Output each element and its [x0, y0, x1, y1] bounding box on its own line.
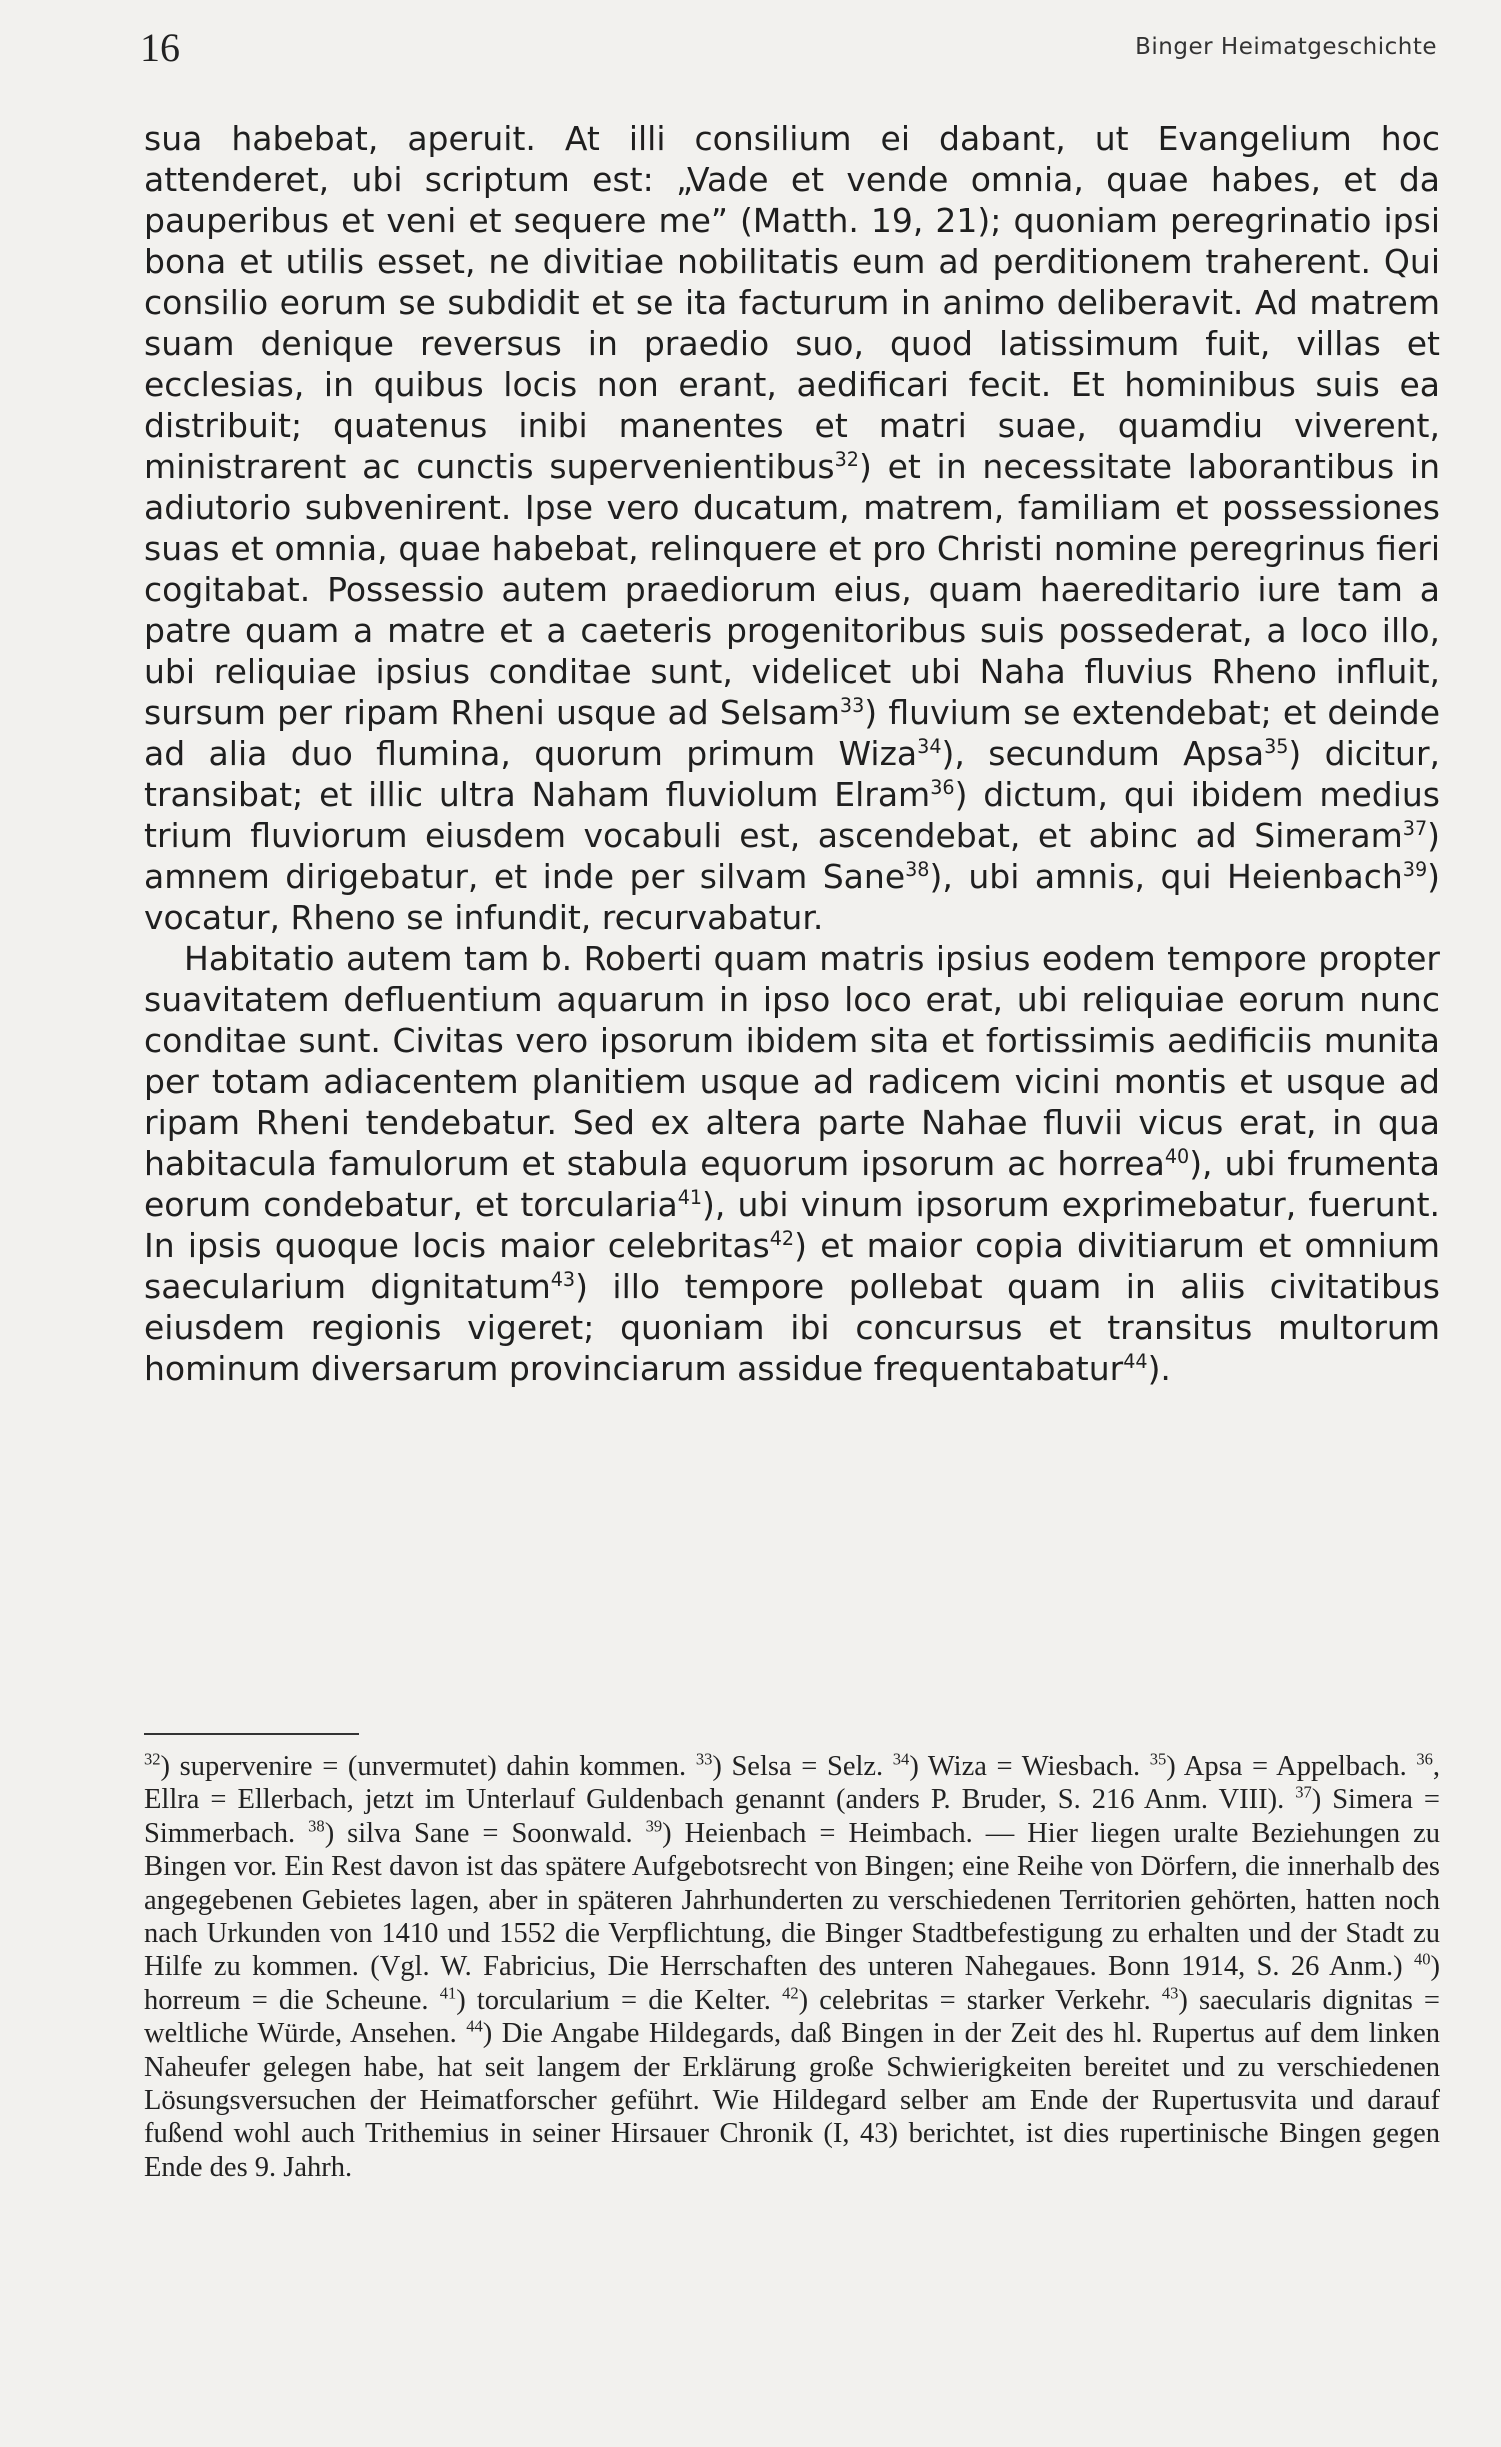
- footnote-ref: 35: [1264, 735, 1289, 758]
- footnote-ref: 37: [1402, 817, 1428, 840]
- footnote-ref: 38: [905, 858, 930, 881]
- footnote-ref: 42: [769, 1227, 795, 1250]
- footnote-ref: 41: [677, 1186, 703, 1209]
- footnote-ref: 36: [930, 776, 955, 799]
- page-number: 16: [140, 25, 180, 70]
- running-head: Binger Heimatgeschichte: [1135, 34, 1437, 60]
- footnote-block: $^{32}$) supervenire = (unvermutet) dahin kommen. $^{33}$) Selsa = Selz. $^{34}$) Wiza = Wiesbach. $^{35}$) Apsa = Appelbach. $^{36}$, Ellra = Ellerbach, jetzt im Unterlauf Guldenbach genannt (anders P. Bruder, S. 216 Anm. VIII). $^{37}$) Simera = Simmerbach. $^{38}$) silva Sane = Soonwald. $^{39}$) Heienbach = Heimbach. — Hier liegen uralte Beziehungen zu Bingen vor. Ein Rest davon ist das spätere Aufgebotsrecht von Bingen; eine Reihe von Dörfern, die innerhalb des angegebenen Gebietes lagen, aber in späteren Jahrhunderten zu verschiedenen Territorien gehörten, hatten noch nach Urkunden von 1410 und 1552 die Verpflichtung, die Binger Stadtbefestigung zu erhalten und der Stadt zu Hilfe zu kommen. (Vgl. W. Fabricius, Die Herrschaften des unteren Nahegaues. Bonn 1914, S. 26 Anm.) $^{40}$) horreum = die Scheune. $^{41}$) torcularium = die Kelter. $^{42}$) celebritas = starker Verkehr. $^{43}$) saecularis dignitas = weltliche Würde, Ansehen. $^{44}$) Die Angabe Hildegards, daß Bingen in der Zeit des hl. Rupertus auf dem linken Naheufer gelegen habe, hat seit langem der Erklärung große Schwierigkeiten bereitet und zu verschiedenen Lösungsversuchen der Heimatforscher geführt. Wie Hildegard selber am Ende der Rupertusvita und darauf fußend wohl auch Trithemius in seiner Hirsauer Chronik (I, 43) berichtet, ist dies rupertinische Bingen gegen Ende des 9. Jahrh.: [144, 1749, 1441, 2183]
- footnote-ref: 39: [1402, 858, 1428, 881]
- footnotes: [144, 1750, 1440, 2184]
- footnote-ref: 40: [1164, 1145, 1190, 1168]
- paragraph-2: Habitatio autem tam b. Roberti quam matris ipsius eodem tempore propter suavitatem defluentium aquarum in ipso loco erat, ubi reliquiae eorum nunc conditae sunt. Civitas vero ipsorum ibidem sita et fortissimis aedificiis munita per totam adiacentem planitiem usque ad radicem vicini montis et usque ad ripam Rheni tendebatur. Sed ex altera parte Nahae fluvii vicus erat, in qua habitacula famulorum et stabula equorum ipsorum ac horrea$^{40}$), ubi frumenta eorum condebatur, et torcularia$^{41}$), ubi vinum ipsorum exprimebatur, fuerunt. In ipsis quoque locis maior celebritas$^{42}$) et maior copia divitiarum et omnium saecularium dignitatum$^{43}$) illo tempore pollebat quam in aliis civitatibus eiusdem regionis vigeret; quoniam ibi concursus et transitus multorum hominum diversarum provinciarum assidue frequentabatur$^{44}$).: [144, 939, 1441, 1388]
- footnote-ref: 44: [1123, 1350, 1148, 1373]
- footnote-ref: 43: [550, 1268, 576, 1291]
- footnote-ref: 32: [834, 448, 859, 471]
- footnote-separator: [144, 1733, 359, 1735]
- footnote-ref: 33: [839, 694, 865, 717]
- footnote-ref: 34: [917, 735, 942, 758]
- main-text: [144, 118, 1440, 1389]
- paragraph-1: sua habebat, aperuit. At illi consilium ei dabant, ut Evangelium hoc attenderet, ubi scriptum est: „Vade et vende omnia, quae habes, et da pauperibus et veni et sequere me” (Matth. 19, 21); quoniam peregrinatio ipsi bona et utilis esset, ne divitiae nobilitatis eum ad perditionem traherent. Qui consilio eorum se subdidit et se ita facturum in animo deliberavit. Ad matrem suam denique reversus in praedio suo, quod latissimum fuit, villas et ecclesias, in quibus locis non erant, aedificari fecit. Et hominibus suis ea distribuit; quatenus inibi manentes et matri suae, quamdiu viverent, ministrarent ac cunctis supervenientibus$^{32}$) et in necessitate laborantibus in adiutorio subvenirent. Ipse vero ducatum, matrem, familiam et possessiones suas et omnia, quae habebat, relinquere et pro Christi nomine peregrinus fieri cogitabat. Possessio autem praediorum eius, quam haereditario iure tam a patre quam a matre et a caeteris progenitoribus suis possederat, a loco illo, ubi reliquiae ipsius conditae sunt, videlicet ubi Naha fluvius Rheno influit, sursum per ripam Rheni usque ad Selsam$^{33}$) fluvium se extendebat; et deinde ad alia duo flumina, quorum primum Wiza$^{34}$), secundum Apsa$^{35}$) dicitur, transibat; et illic ultra Naham fluviolum Elram$^{36}$) dictum, qui ibidem medius trium fluviorum eiusdem vocabuli est, ascendebat, et abinc ad Simeram$^{37}$) amnem dirigebatur, et inde per silvam Sane$^{38}$), ubi amnis, qui Heienbach$^{39}$) vocatur, Rheno se infundit, recurvabatur.: [144, 119, 1441, 937]
